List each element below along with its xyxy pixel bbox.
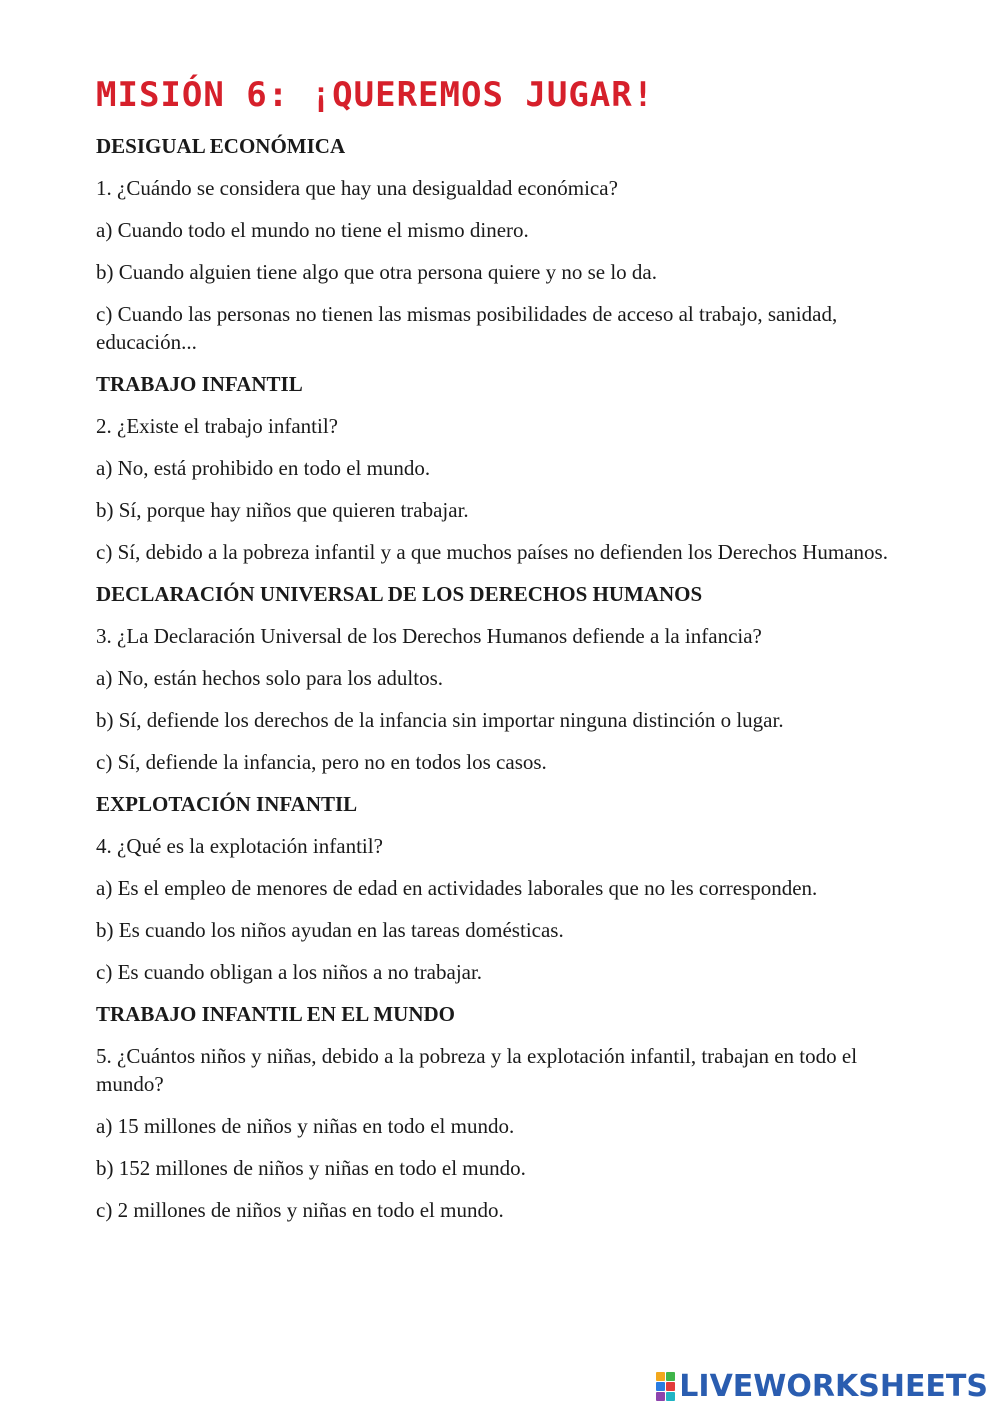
logo-cell xyxy=(656,1382,665,1391)
section-3 xyxy=(96,580,926,776)
answer-option-b[interactable]: b) Sí, porque hay niños que quieren trabajar. xyxy=(96,498,469,522)
logo-cell xyxy=(656,1392,665,1401)
answer-option-a[interactable]: a) No, están hechos solo para los adultos. xyxy=(96,666,444,690)
section-heading: DECLARACIÓN UNIVERSAL DE LOS DERECHOS HUMANOS xyxy=(96,582,703,606)
answer-option-b[interactable]: b) Es cuando los niños ayudan en las tareas domésticas. xyxy=(96,918,564,942)
logo-cell xyxy=(666,1392,675,1401)
question-text: 4. ¿Qué es la explotación infantil? xyxy=(96,834,383,858)
answer-option-a[interactable]: a) 15 millones de niños y niñas en todo el mundo. xyxy=(96,1114,515,1138)
logo-grid-icon xyxy=(656,1372,675,1401)
section-2 xyxy=(96,370,926,566)
answer-option-b[interactable]: b) Cuando alguien tiene algo que otra persona quiere y no se lo da. xyxy=(96,260,657,284)
answer-option-a[interactable]: a) No, está prohibido en todo el mundo. xyxy=(96,456,431,480)
answer-option-a[interactable]: a) Cuando todo el mundo no tiene el mismo dinero. xyxy=(96,218,529,242)
answer-option-a[interactable]: a) Es el empleo de menores de edad en actividades laborales que no les corresponden. xyxy=(96,876,818,900)
worksheet-page xyxy=(96,70,926,1238)
logo-cell xyxy=(666,1372,675,1381)
section-heading: TRABAJO INFANTIL EN EL MUNDO xyxy=(96,1002,455,1026)
answer-option-c[interactable]: c) 2 millones de niños y niñas en todo el mundo. xyxy=(96,1198,504,1222)
section-5 xyxy=(96,1000,926,1224)
answer-option-c[interactable]: c) Sí, defiende la infancia, pero no en todos los casos. xyxy=(96,750,547,774)
question-text: 3. ¿La Declaración Universal de los Derechos Humanos defiende a la infancia? xyxy=(96,624,762,648)
page-title: MISIÓN 6: ¡QUEREMOS JUGAR! xyxy=(96,70,926,120)
section-1 xyxy=(96,132,926,356)
logo-cell xyxy=(656,1372,665,1381)
section-heading: DESIGUAL ECONÓMICA xyxy=(96,134,346,158)
answer-option-b[interactable]: b) 152 millones de niños y niñas en todo el mundo. xyxy=(96,1156,526,1180)
answer-option-c[interactable]: c) Sí, debido a la pobreza infantil y a que muchos países no defienden los Derechos Humanos. xyxy=(96,540,888,564)
logo-text: LIVEWORKSHEETS xyxy=(679,1369,988,1404)
answer-option-b[interactable]: b) Sí, defiende los derechos de la infancia sin importar ninguna distinción o lugar. xyxy=(96,708,784,732)
answer-option-c[interactable]: c) Es cuando obligan a los niños a no trabajar. xyxy=(96,960,483,984)
section-heading: TRABAJO INFANTIL xyxy=(96,372,303,396)
liveworksheets-logo xyxy=(656,1369,988,1404)
logo-cell xyxy=(666,1382,675,1391)
question-text: 5. ¿Cuántos niños y niñas, debido a la pobreza y la explotación infantil, trabajan en todo el mundo? xyxy=(96,1044,858,1096)
section-heading: EXPLOTACIÓN INFANTIL xyxy=(96,792,358,816)
question-text: 2. ¿Existe el trabajo infantil? xyxy=(96,414,338,438)
question-text: 1. ¿Cuándo se considera que hay una desigualdad económica? xyxy=(96,176,618,200)
section-4 xyxy=(96,790,926,986)
answer-option-c[interactable]: c) Cuando las personas no tienen las mismas posibilidades de acceso al trabajo, sanidad, educación... xyxy=(96,302,838,354)
